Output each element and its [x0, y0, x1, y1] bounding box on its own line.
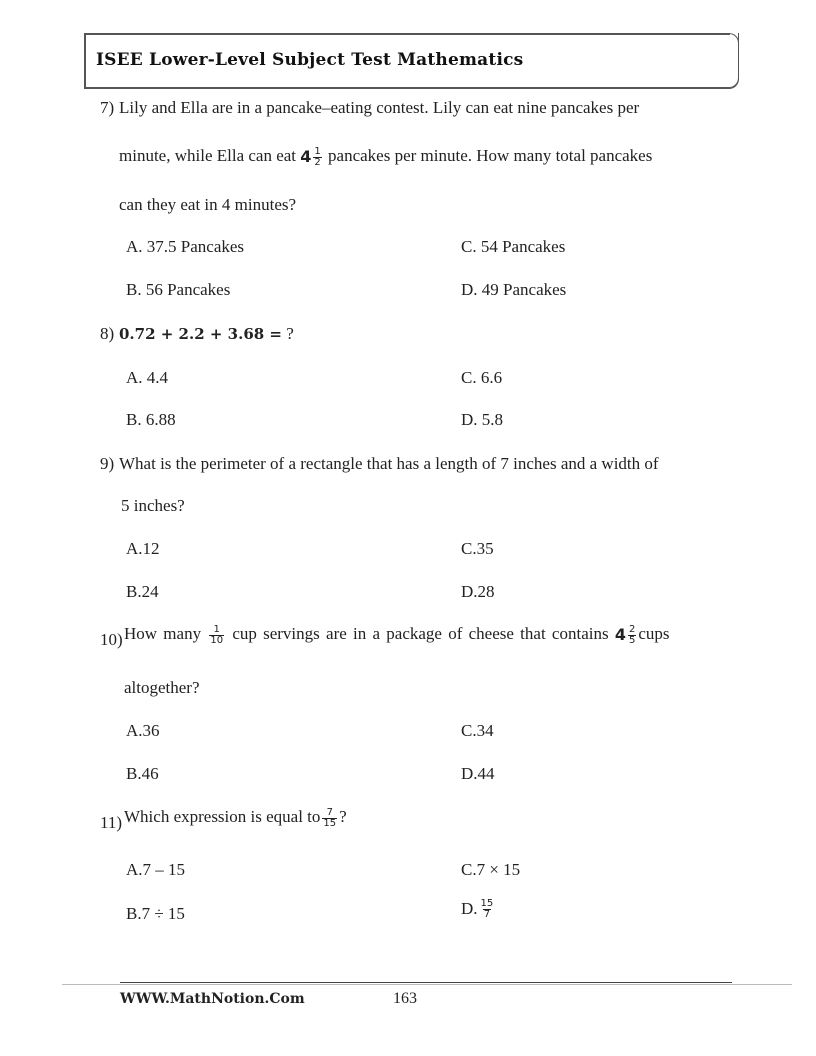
option-a: A.7 – 15 — [126, 860, 186, 879]
question-number: 8) — [100, 324, 115, 343]
question-text-line-1: What is the perimeter of a rectangle that has a length of 7 inches and a width of — [119, 454, 659, 473]
question-number: 7) — [100, 98, 115, 117]
page-number: 163 — [393, 990, 417, 1007]
option-b: B.7 ÷ 15 — [126, 904, 185, 923]
fraction: $\frac{7}{15}$ — [323, 806, 337, 829]
option-c: C.7 × 15 — [461, 860, 521, 879]
page-header-title: ISEE Lower-Level Subject Test Mathematics — [96, 50, 524, 70]
option-c: C. 6.6 — [461, 368, 503, 387]
question-text-line-1: Lily and Ella are in a pancake–eating contest. Lily can eat nine pancakes per — [119, 98, 640, 117]
option-d: D. 5.8 — [461, 410, 504, 429]
option-d: D.44 — [461, 764, 495, 783]
option-c: C.35 — [461, 539, 494, 558]
option-d: D. 49 Pancakes — [461, 280, 567, 299]
fraction: $\frac{1}{2}$ — [314, 145, 321, 168]
option-d: D. $\frac{15}{7}$ — [461, 897, 494, 920]
option-c: C.34 — [461, 721, 494, 740]
fraction: $\frac{2}{5}$ — [628, 623, 636, 646]
question-text-line-3: can they eat in 4 minutes? — [119, 195, 297, 214]
fraction: $\frac{15}{7}$ — [480, 897, 494, 920]
option-d: D.28 — [461, 582, 495, 601]
option-b: B.46 — [126, 764, 159, 783]
option-a: A.36 — [126, 721, 160, 740]
question-text: Which expression is equal to $\frac{7}{15}$ ? — [124, 806, 347, 829]
option-a: A.12 — [126, 539, 160, 558]
question-number: 9) — [100, 454, 115, 473]
option-b: B. 56 Pancakes — [126, 280, 231, 299]
option-c: C. 54 Pancakes — [461, 237, 566, 256]
question-text-line-2: minute, while Ella can eat 4 $\frac{1}{2}$ pancakes per minute. How many total pancakes — [119, 145, 653, 168]
option-b: B. 6.88 — [126, 410, 176, 429]
footer-divider — [120, 982, 732, 983]
question-text-line-1: How many $\frac{1}{10}$ cup servings are in a package of cheese that contains 4 $\frac{2}{5}$ cups — [124, 623, 670, 646]
option-a: A. 4.4 — [126, 368, 169, 387]
option-a: A. 37.5 Pancakes — [126, 237, 245, 256]
question-number: 11) — [100, 813, 123, 832]
question-text-line-2: 5 inches? — [121, 496, 185, 515]
mixed-number-whole: 4 — [300, 147, 312, 167]
footer-divider-outer — [62, 984, 792, 985]
question-text: 0.72 + 2.2 + 3.68 = ? — [119, 324, 294, 343]
mixed-number-whole: 4 — [614, 625, 626, 645]
question-number: 10) — [100, 630, 123, 649]
math-expression: 0.72 + 2.2 + 3.68 = — [119, 325, 282, 343]
footer-website: WWW.MathNotion.Com — [120, 991, 305, 1007]
question-text-line-2: altogether? — [124, 678, 200, 697]
fraction: $\frac{1}{10}$ — [210, 623, 224, 646]
option-b: B.24 — [126, 582, 159, 601]
